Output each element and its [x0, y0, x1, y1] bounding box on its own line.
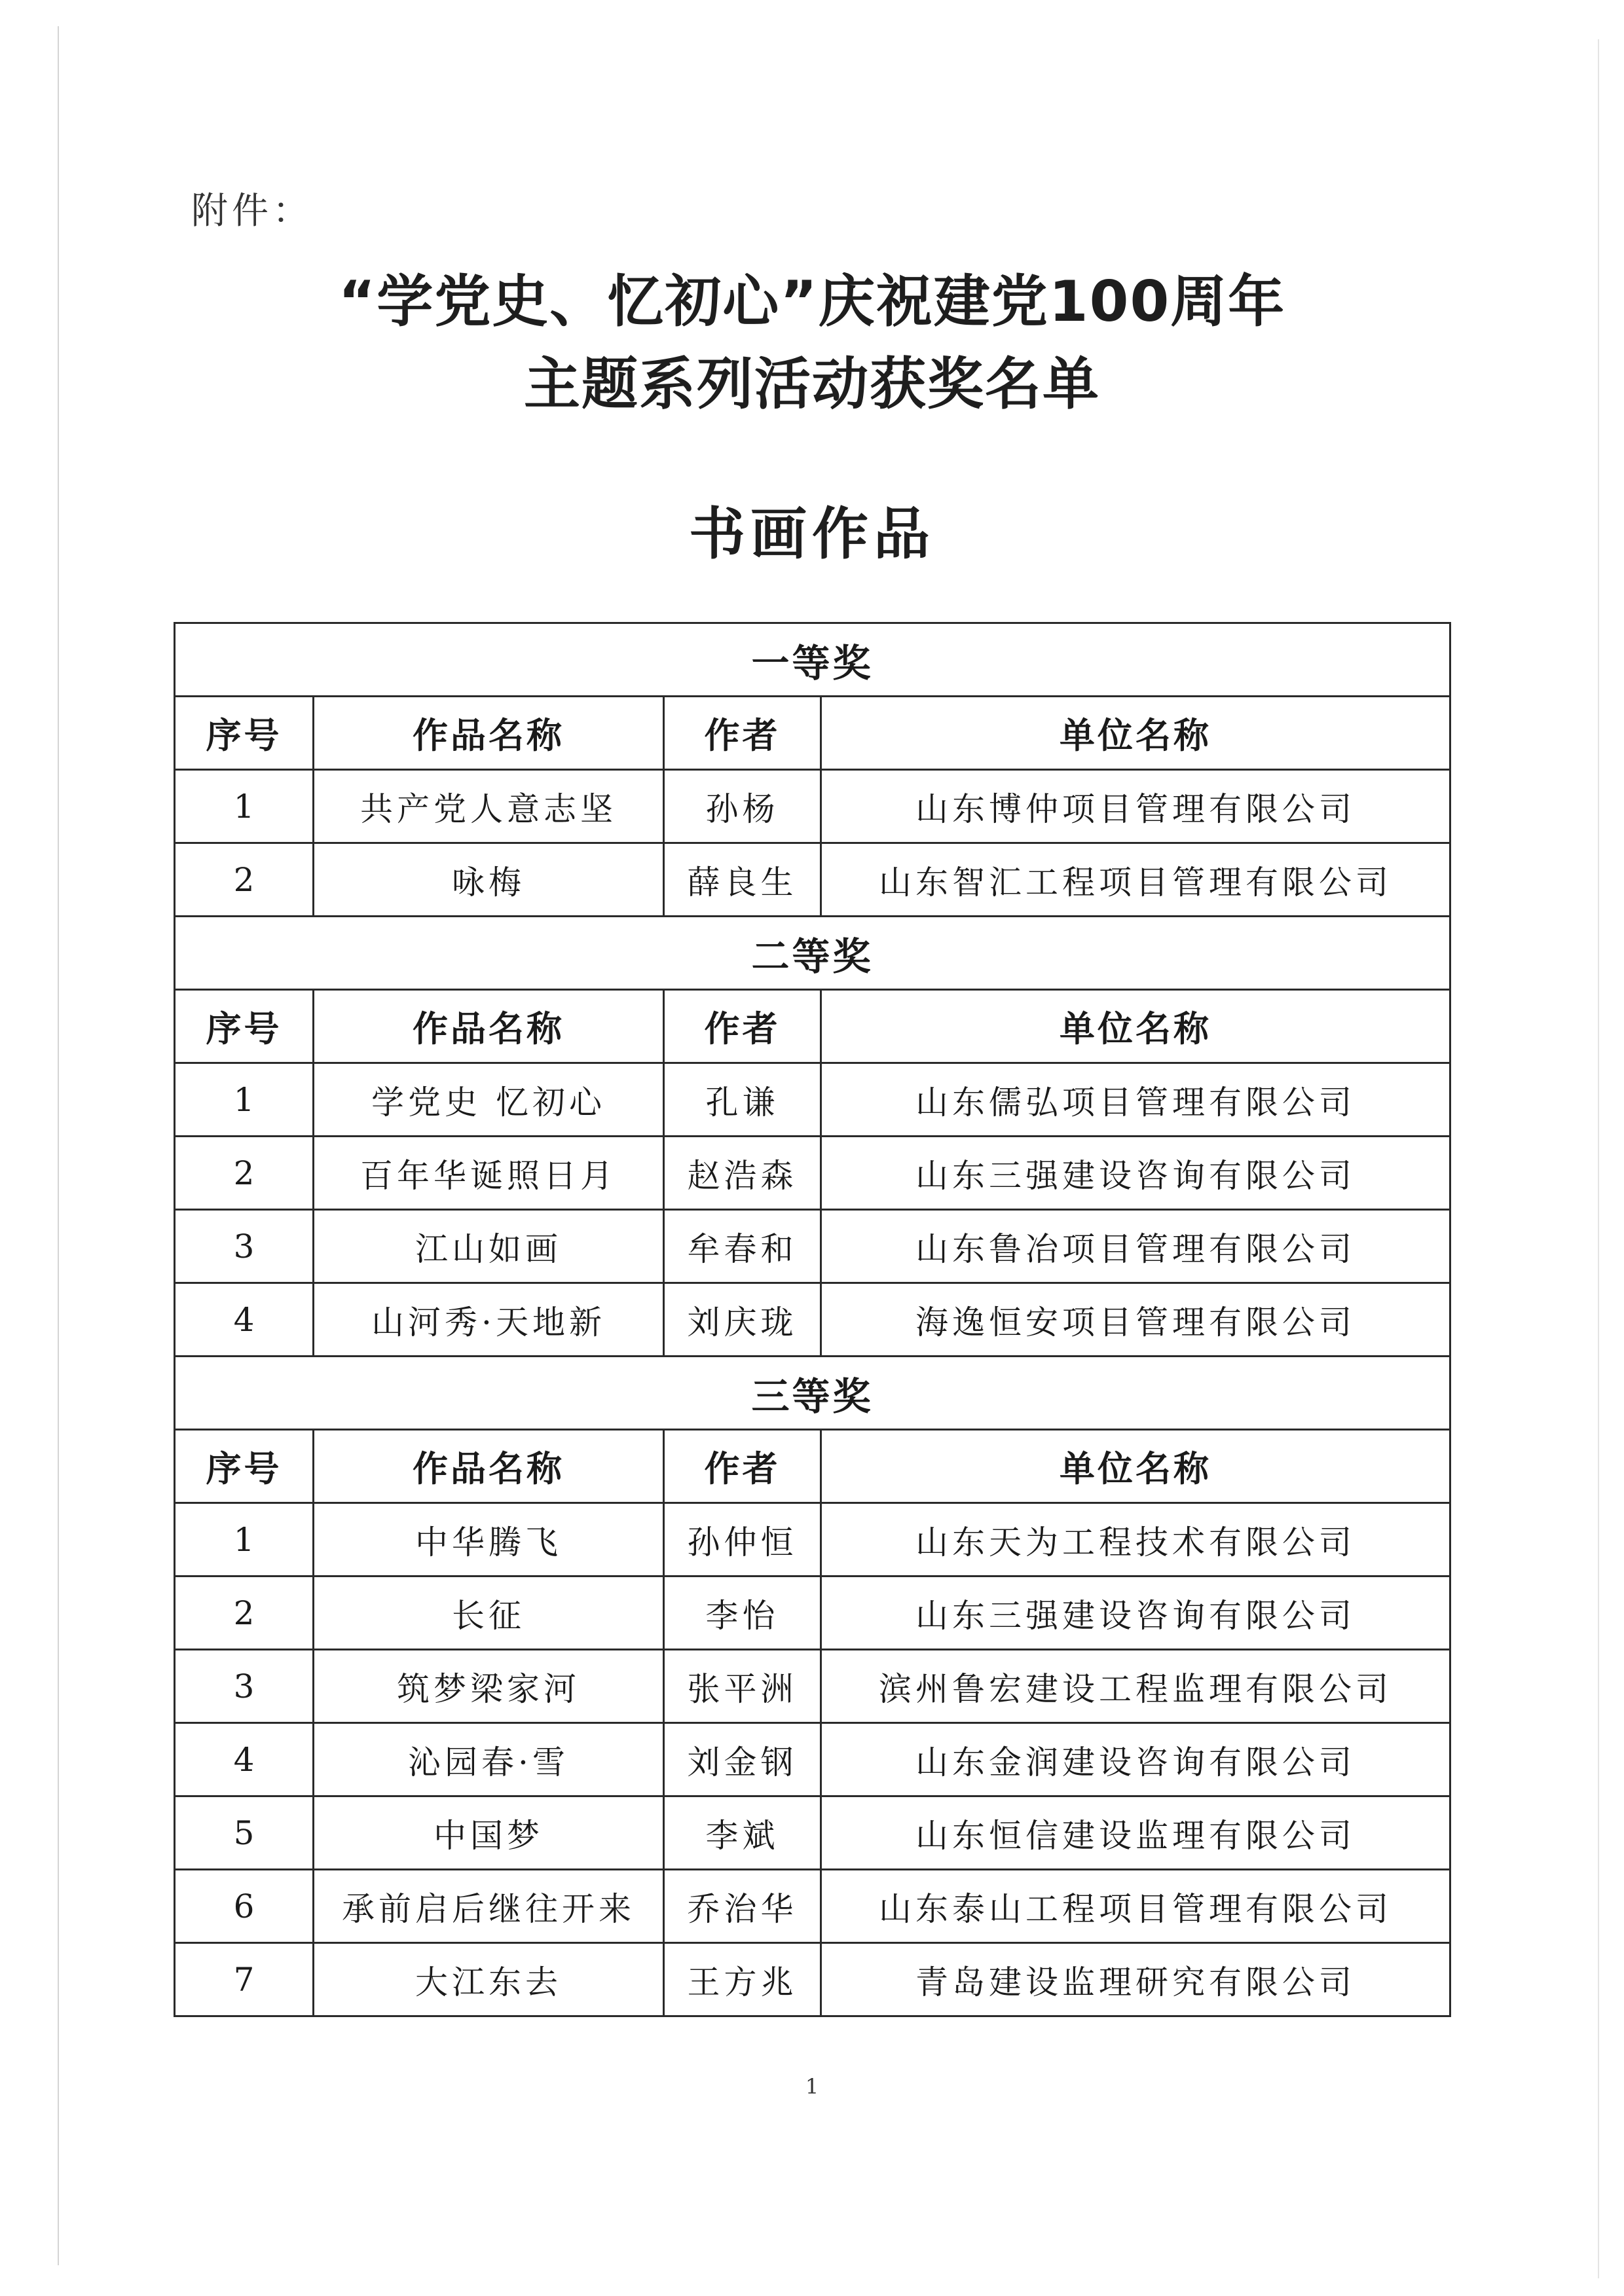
cell-work-title: 百年华诞照日月: [314, 1137, 664, 1210]
cell-author: 刘庆珑: [664, 1283, 821, 1357]
cell-work-title: 中华腾飞: [314, 1503, 664, 1576]
cell-index: 5: [175, 1796, 314, 1870]
cell-index: 2: [175, 843, 314, 917]
header-row: [175, 1430, 1450, 1503]
cell-index: 2: [175, 1137, 314, 1210]
cell-unit-name: 山东三强建设咨询有限公司: [821, 1137, 1450, 1210]
cell-index: 7: [175, 1943, 314, 2016]
awards-table: [174, 622, 1451, 2017]
table-row: [175, 1943, 1450, 2016]
table-row: [175, 1137, 1450, 1210]
header-row: [175, 990, 1450, 1063]
cell-work-title: 咏梅: [314, 843, 664, 917]
cell-index: 2: [175, 1576, 314, 1650]
table-row: [175, 1283, 1450, 1357]
title-line-1: “学党史、忆初心”庆祝建党100周年: [338, 269, 1286, 335]
cell-unit-name: 山东儒弘项目管理有限公司: [821, 1063, 1450, 1137]
cell-work-title: 筑梦梁家河: [314, 1650, 664, 1723]
cell-author: 孙仲恒: [664, 1503, 821, 1576]
tier-row: [175, 1357, 1450, 1430]
cell-index: 3: [175, 1650, 314, 1723]
column-header-index: 序号: [175, 990, 314, 1063]
cell-work-title: 承前启后继往开来: [314, 1870, 664, 1943]
table-row: [175, 1723, 1450, 1796]
cell-unit-name: 海逸恒安项目管理有限公司: [821, 1283, 1450, 1357]
table-row: [175, 1796, 1450, 1870]
attachment-label: 附件：: [191, 190, 313, 232]
column-header-unit-name: 单位名称: [821, 1430, 1450, 1503]
cell-unit-name: 山东鲁冶项目管理有限公司: [821, 1210, 1450, 1283]
cell-author: 薛良生: [664, 843, 821, 917]
cell-work-title: 山河秀·天地新: [314, 1283, 664, 1357]
tier-heading: 一等奖: [175, 623, 1450, 697]
cell-author: 李怡: [664, 1576, 821, 1650]
document-title: [0, 261, 1624, 426]
cell-index: 3: [175, 1210, 314, 1283]
tier-heading: 二等奖: [175, 917, 1450, 990]
cell-author: 王方兆: [664, 1943, 821, 2016]
cell-unit-name: 山东三强建设咨询有限公司: [821, 1576, 1450, 1650]
cell-author: 赵浩森: [664, 1137, 821, 1210]
cell-index: 1: [175, 770, 314, 843]
cell-work-title: 沁园春·雪: [314, 1723, 664, 1796]
cell-author: 牟春和: [664, 1210, 821, 1283]
cell-unit-name: 山东金润建设咨询有限公司: [821, 1723, 1450, 1796]
cell-author: 孙杨: [664, 770, 821, 843]
cell-index: 4: [175, 1283, 314, 1357]
cell-work-title: 学党史 忆初心: [314, 1063, 664, 1137]
cell-work-title: 中国梦: [314, 1796, 664, 1870]
cell-work-title: 长征: [314, 1576, 664, 1650]
cell-author: 张平洲: [664, 1650, 821, 1723]
cell-unit-name: 山东恒信建设监理有限公司: [821, 1796, 1450, 1870]
cell-author: 刘金钢: [664, 1723, 821, 1796]
column-header-unit-name: 单位名称: [821, 990, 1450, 1063]
cell-unit-name: 滨州鲁宏建设工程监理有限公司: [821, 1650, 1450, 1723]
column-header-work-title: 作品名称: [314, 1430, 664, 1503]
table-row: [175, 770, 1450, 843]
column-header-unit-name: 单位名称: [821, 697, 1450, 770]
cell-work-title: 大江东去: [314, 1943, 664, 2016]
cell-unit-name: 山东天为工程技术有限公司: [821, 1503, 1450, 1576]
cell-unit-name: 青岛建设监理研究有限公司: [821, 1943, 1450, 2016]
table-row: [175, 1576, 1450, 1650]
column-header-work-title: 作品名称: [314, 990, 664, 1063]
cell-index: 4: [175, 1723, 314, 1796]
tier-heading: 三等奖: [175, 1357, 1450, 1430]
cell-unit-name: 山东泰山工程项目管理有限公司: [821, 1870, 1450, 1943]
section-title: 书画作品: [689, 501, 935, 567]
cell-index: 6: [175, 1870, 314, 1943]
cell-index: 1: [175, 1503, 314, 1576]
cell-author: 孔谦: [664, 1063, 821, 1137]
table-row: [175, 1503, 1450, 1576]
page-number: 1: [805, 2074, 819, 2099]
column-header-author: 作者: [664, 697, 821, 770]
title-line-2: 主题系列活动获奖名单: [524, 352, 1100, 417]
tier-row: [175, 917, 1450, 990]
column-header-author: 作者: [664, 1430, 821, 1503]
column-header-work-title: 作品名称: [314, 697, 664, 770]
cell-author: 乔治华: [664, 1870, 821, 1943]
awards-table-body: [175, 623, 1450, 2016]
cell-author: 李斌: [664, 1796, 821, 1870]
table-row: [175, 843, 1450, 917]
cell-index: 1: [175, 1063, 314, 1137]
header-row: [175, 697, 1450, 770]
cell-unit-name: 山东智汇工程项目管理有限公司: [821, 843, 1450, 917]
tier-row: [175, 623, 1450, 697]
table-row: [175, 1870, 1450, 1943]
table-row: [175, 1650, 1450, 1723]
cell-work-title: 共产党人意志坚: [314, 770, 664, 843]
column-header-author: 作者: [664, 990, 821, 1063]
cell-unit-name: 山东博仲项目管理有限公司: [821, 770, 1450, 843]
cell-work-title: 江山如画: [314, 1210, 664, 1283]
table-row: [175, 1210, 1450, 1283]
column-header-index: 序号: [175, 1430, 314, 1503]
column-header-index: 序号: [175, 697, 314, 770]
table-row: [175, 1063, 1450, 1137]
